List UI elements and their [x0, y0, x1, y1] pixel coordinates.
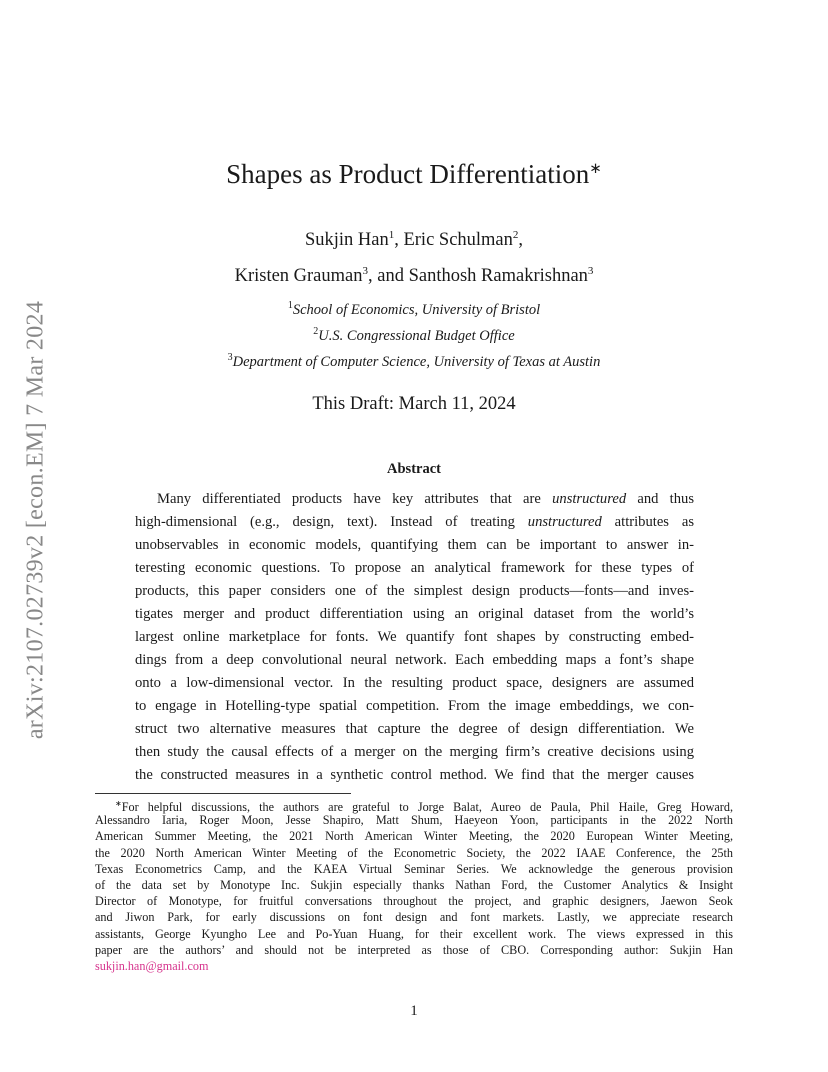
footnote-line: and Jiwon Park, for early discussions on font design and font markets. Lastly, we appreciate research — [95, 910, 733, 925]
affiliation-mark: 1 — [287, 300, 293, 311]
arxiv-stamp-text: arXiv:2107.02739v2 [econ.EM] 7 Mar 2024 — [22, 300, 49, 740]
author-line-1 — [0, 220, 828, 256]
page-number: 1 — [410, 1003, 418, 1019]
affiliation-item — [0, 295, 828, 321]
author-name: Eric Schulman — [403, 230, 513, 251]
author-line-2 — [0, 256, 828, 292]
affiliation-text: School of Economics, University of Bristol — [292, 301, 541, 318]
author-separator: , — [518, 230, 524, 251]
affiliation-text: Department of Computer Science, University of Texas at Austin — [232, 353, 601, 370]
abstract-body — [135, 488, 694, 787]
abstract-line: dings from a deep convolutional neural network. Each embedding maps a font’s shape — [135, 652, 694, 668]
abstract-line: to engage in Hotelling-type spatial competition. From the image embeddings, we con- — [135, 698, 694, 714]
abstract-line: largest online marketplace for fonts. We quantify font shapes by constructing embed- — [135, 629, 694, 645]
affiliation-list — [0, 295, 828, 372]
abstract-line: high-dimensional (e.g., design, text). Instead of treating unstructured attributes as — [135, 514, 694, 530]
abstract-emphasis: unstructured — [552, 491, 627, 507]
author-affil-mark: 1 — [388, 229, 395, 241]
footnote-line: paper are the authors’ and should not be interpreted as those of CBO. Corresponding author: Sukjin Han — [95, 942, 733, 957]
footnote — [95, 796, 733, 974]
footnote-rule — [95, 793, 351, 794]
author-affil-mark: 3 — [362, 265, 368, 278]
author-name: Kristen Grauman — [234, 266, 363, 287]
abstract-line: the constructed measures in a synthetic control method. We find that the merger causes — [135, 767, 694, 783]
abstract-line: then study the causal effects of a merger on the merging firm’s creative decisions using — [135, 744, 694, 760]
paper-title — [0, 159, 828, 190]
author-name: Sukjin Han — [304, 230, 389, 251]
affiliation-mark: 2 — [313, 325, 319, 337]
affiliation-item — [0, 321, 828, 347]
footnote-line: the 2020 North American Winter Meeting of the Econometric Society, the 2022 IAAE Conference, the 25th — [95, 845, 733, 860]
abstract-line: products, this paper considers one of the simplest design products—fonts—and inves- — [135, 583, 694, 599]
affiliation-item — [0, 347, 828, 373]
title-footnote-mark: ∗ — [589, 161, 602, 177]
abstract-line: teresting economic questions. To propose an analytical framework for these types of — [135, 560, 694, 576]
abstract-line: onto a low-dimensional vector. In the resulting product space, designers are assumed — [135, 675, 694, 691]
footnote-line: assistants, George Kyungho Lee and Po-Yuan Huang, for their excellent work. The views expressed in this — [95, 926, 733, 941]
affiliation-text: U.S. Congressional Budget Office — [318, 327, 515, 344]
footnote-line: Alessandro Iaria, Roger Moon, Jesse Shapiro, Matt Shum, Haeyeon Yoon, participants in the 2022 North — [95, 813, 733, 828]
author-list — [0, 220, 828, 292]
draft-date: This Draft: March 11, 2024 — [312, 394, 516, 414]
author-separator: , — [394, 230, 404, 251]
author-affil-mark: 3 — [587, 265, 594, 278]
abstract-line: struct two alternative measures that capture the degree of design differentiation. We — [135, 721, 694, 737]
abstract-emphasis: unstructured — [527, 514, 602, 530]
author-affil-mark: 2 — [512, 229, 519, 241]
paper-title-text: Shapes as Product Differentiation — [226, 159, 590, 189]
footnote-line: Texas Econometrics Camp, and the KAEA Virtual Seminar Series. We acknowledge the generous provision — [95, 861, 733, 876]
abstract-line: unobservables in economic models, quantifying them can be important to answer in- — [135, 537, 694, 553]
author-name: Santhosh Ramakrishnan — [408, 266, 588, 287]
footnote-line: of the data set by Monotype Inc. Sukjin especially thanks Nathan Ford, the Customer Analytics & Insight — [95, 877, 733, 892]
footnote-line: ∗For helpful discussions, the authors are grateful to Jorge Balat, Aureo de Paula, Phil Haile, Greg Howard, — [115, 799, 733, 815]
corresponding-email-link[interactable]: sukjin.han@gmail.com — [95, 958, 209, 973]
abstract-line: tigates merger and product differentiation using an original dataset from the world’s — [135, 606, 694, 622]
abstract-line: Many differentiated products have key attributes that are unstructured and thus — [157, 491, 694, 507]
abstract-heading: Abstract — [387, 461, 441, 477]
footnote-mark: ∗ — [115, 799, 122, 808]
footnote-email-line — [95, 958, 733, 974]
author-separator: , and — [368, 266, 409, 287]
affiliation-mark: 3 — [227, 351, 233, 363]
footnote-line: American Summer Meeting, the 2021 North American Winter Meeting, the 2020 European Winter Meeting, — [95, 829, 733, 844]
footnote-line: Director of Monotype, for fruitful conversations throughout the project, and graphic designers, Jaewon Seok — [95, 894, 733, 909]
